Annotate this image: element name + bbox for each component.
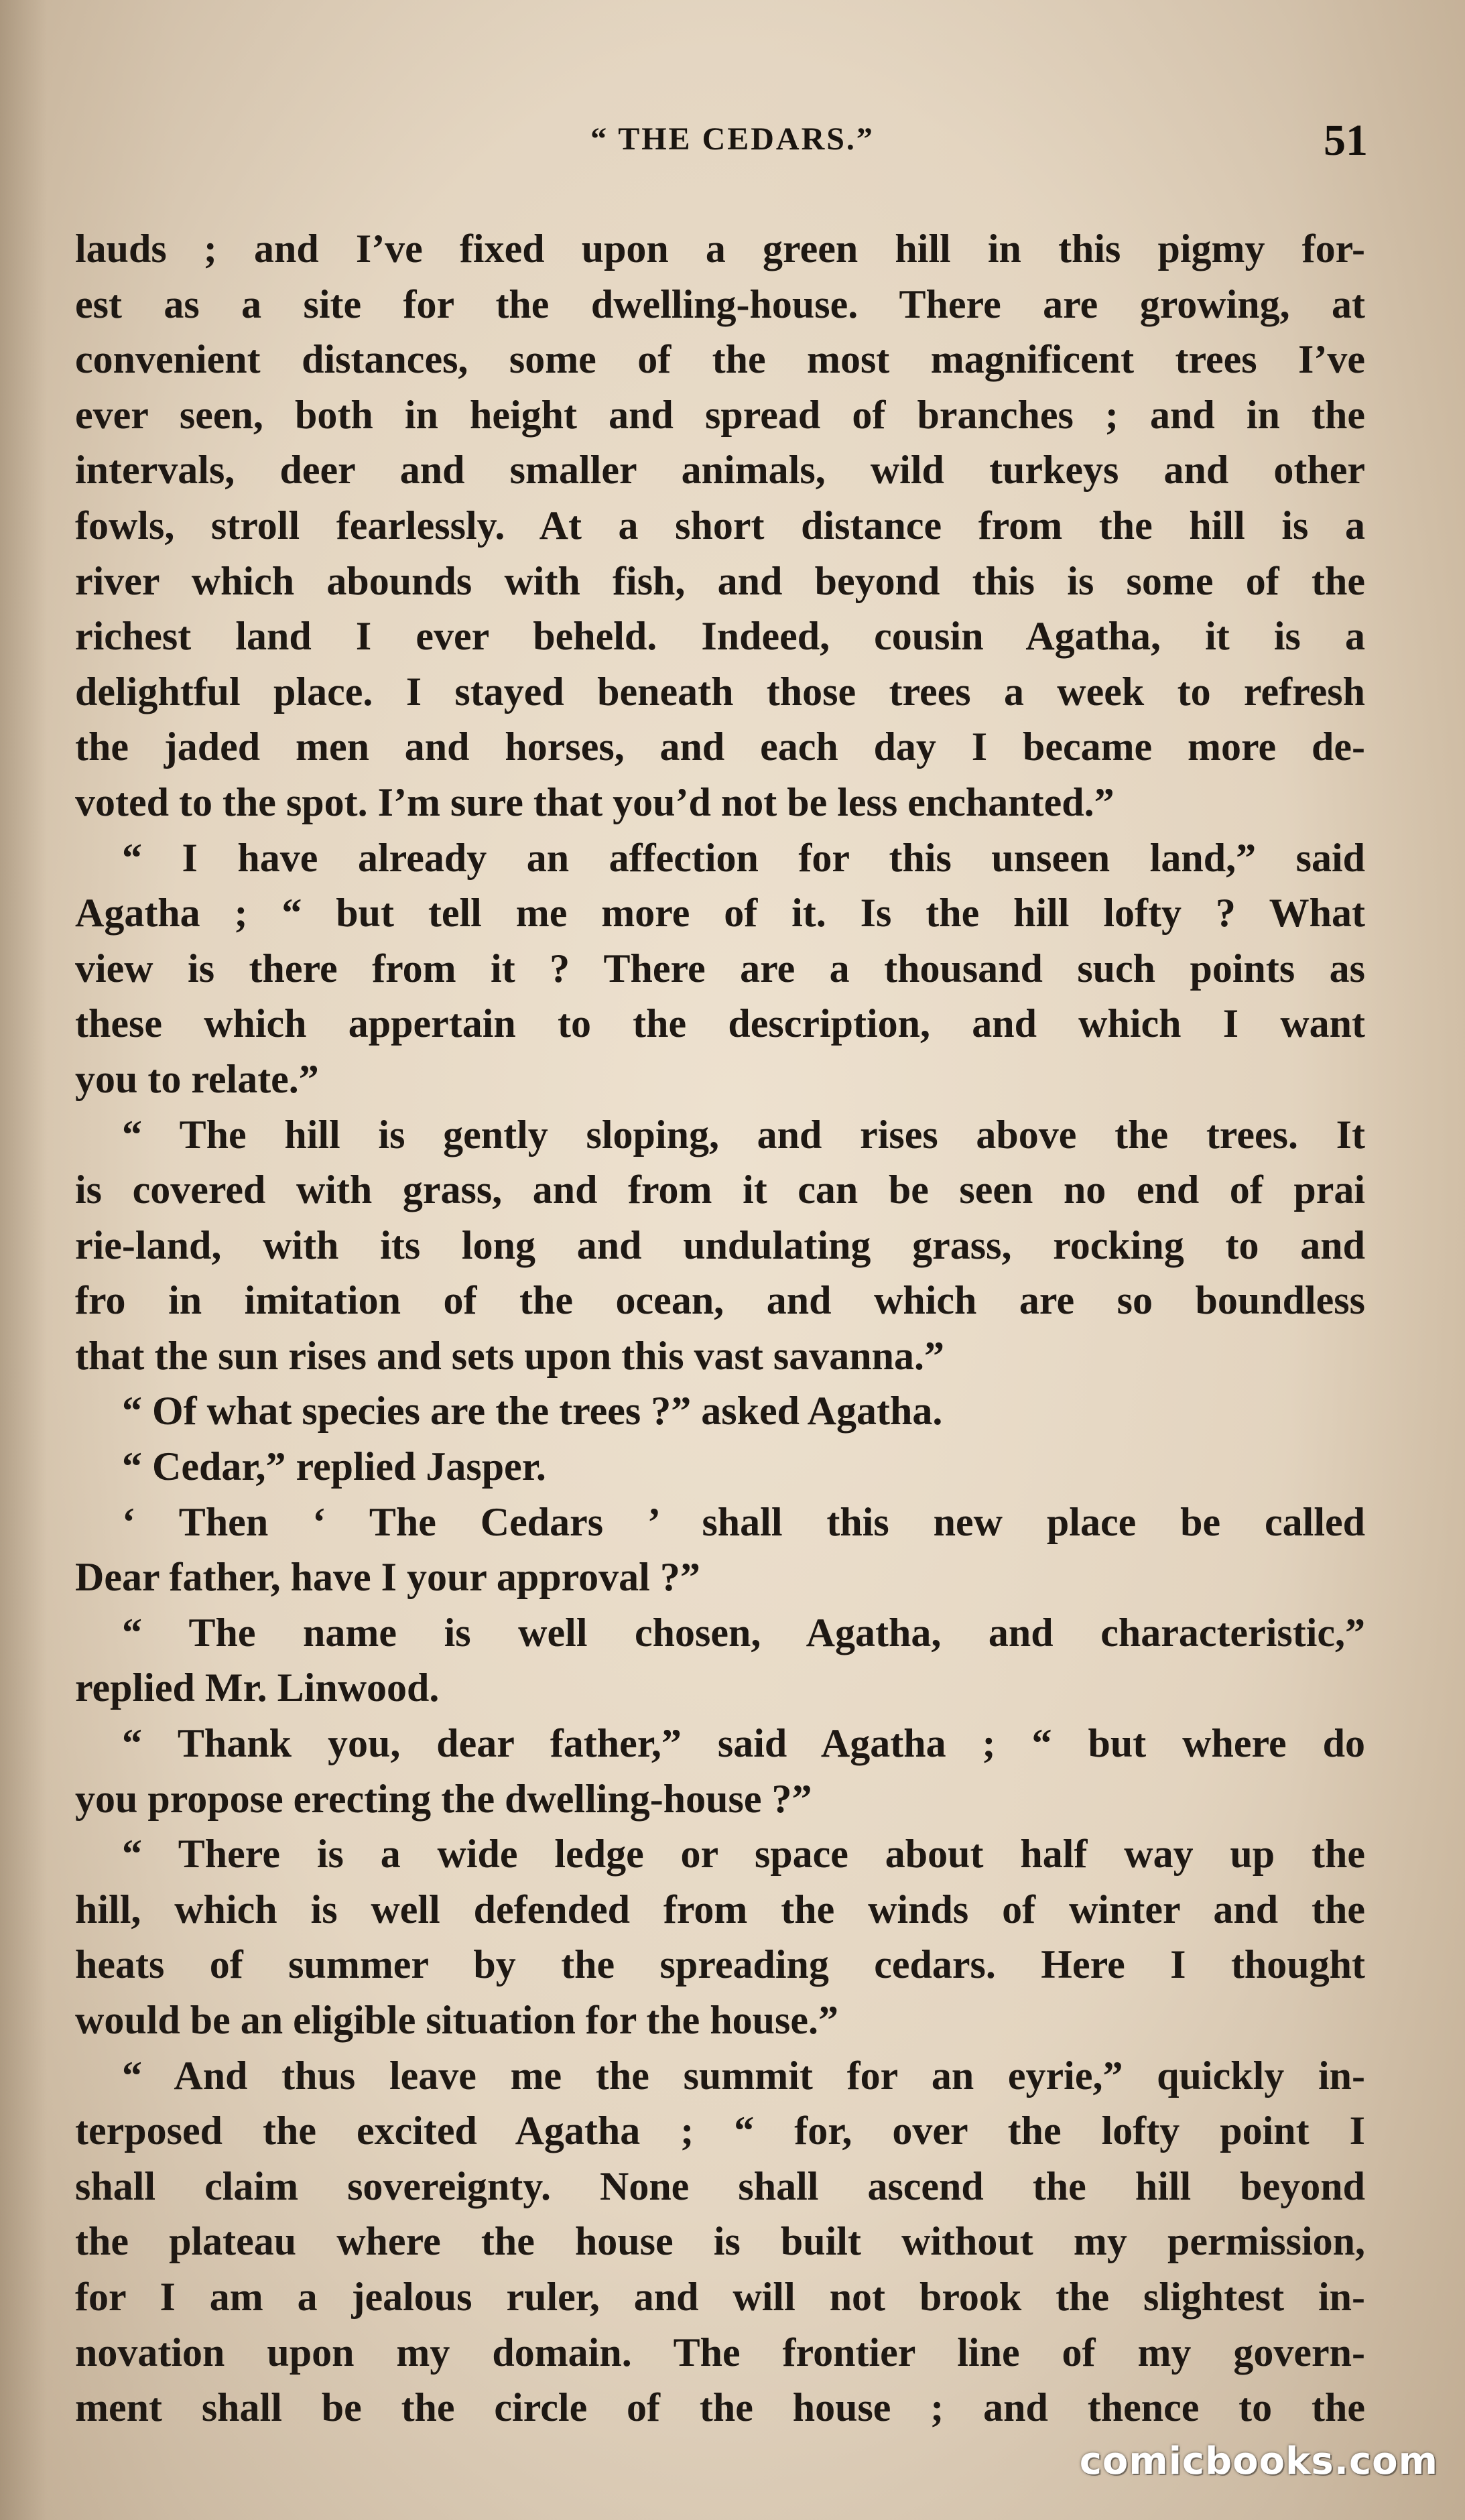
text-line: intervals, deer and smaller animals, wild turkeys and other [75, 448, 1365, 493]
text-line: “ The name is well chosen, Agatha, and characteristic,” [122, 1610, 1365, 1655]
text-line: view is there from it ? There are a thousand such points as [75, 946, 1365, 991]
text-line: “ The hill is gently sloping, and rises above the trees. It [122, 1112, 1365, 1157]
text-line: ‘ Then ‘ The Cedars ’ shall this new place be called [122, 1499, 1365, 1544]
text-line: ment shall be the circle of the house ; and thence to the [75, 2385, 1365, 2430]
watermark-text: comicbooks.com [1079, 2440, 1438, 2483]
text-line: the plateau where the house is built without my permission, [75, 2219, 1365, 2264]
text-line: ever seen, both in height and spread of branches ; and in the [75, 392, 1365, 437]
text-line: that the sun rises and sets upon this vast savanna.” [75, 1333, 944, 1378]
text-line: hill, which is well defended from the winds of winter and the [75, 1887, 1365, 1932]
text-line: “ Of what species are the trees ?” asked Agatha. [122, 1389, 943, 1434]
text-line: convenient distances, some of the most magnificent trees I’ve [75, 337, 1365, 382]
text-line: replied Mr. Linwood. [75, 1665, 440, 1710]
text-line: for I am a jealous ruler, and will not brook the slightest in- [75, 2274, 1365, 2319]
page-number: 51 [1324, 116, 1368, 165]
running-head: “ THE CEDARS.” [590, 121, 875, 157]
text-line: “ There is a wide ledge or space about half way up the [122, 1832, 1365, 1877]
text-line: fowls, stroll fearlessly. At a short distance from the hill is a [75, 503, 1365, 548]
text-line: heats of summer by the spreading cedars. Here I thought [75, 1942, 1365, 1987]
text-line: these which appertain to the description, and which I want [75, 1001, 1365, 1046]
text-line: “ Thank you, dear father,” said Agatha ; “ but where do [122, 1721, 1365, 1766]
text-line: is covered with grass, and from it can be seen no end of prai [75, 1168, 1365, 1212]
text-line: you propose erecting the dwelling-house ?” [75, 1776, 812, 1821]
text-line: est as a site for the dwelling-house. There are growing, at [75, 281, 1365, 326]
text-line: voted to the spot. I’m sure that you’d not be less enchanted.” [75, 779, 1114, 824]
text-line: “ I have already an affection for this unseen land,” said [122, 835, 1365, 880]
text-line: river which abounds with fish, and beyond this is some of the [75, 558, 1365, 603]
text-line: richest land I ever beheld. Indeed, cousin Agatha, it is a [75, 614, 1365, 659]
body-text [75, 221, 1365, 2436]
text-line: would be an eligible situation for the house.” [75, 1998, 839, 2042]
page-edge-shadow [0, 0, 47, 2520]
text-line: “ And thus leave me the summit for an eyrie,” quickly in- [122, 2053, 1365, 2098]
text-line: lauds ; and I’ve fixed upon a green hill in this pigmy for- [75, 227, 1365, 271]
text-line: Dear father, have I your approval ?” [75, 1555, 700, 1600]
text-line: the jaded men and horses, and each day I became more de- [75, 724, 1365, 769]
text-line: you to relate.” [75, 1056, 319, 1101]
text-line: delightful place. I stayed beneath those trees a week to refresh [75, 669, 1365, 714]
text-line: fro in imitation of the ocean, and which are so boundless [75, 1278, 1365, 1323]
text-line: Agatha ; “ but tell me more of it. Is the hill lofty ? What [75, 891, 1365, 936]
text-line: “ Cedar,” replied Jasper. [122, 1444, 546, 1489]
text-line: terposed the excited Agatha ; “ for, over the lofty point I [75, 2108, 1365, 2153]
text-line: rie-land, with its long and undulating grass, rocking to and [75, 1222, 1365, 1267]
page-header [0, 115, 1465, 176]
text-line: novation upon my domain. The frontier line of my govern- [75, 2330, 1365, 2375]
text-line: shall claim sovereignty. None shall ascend the hill beyond [75, 2163, 1365, 2208]
